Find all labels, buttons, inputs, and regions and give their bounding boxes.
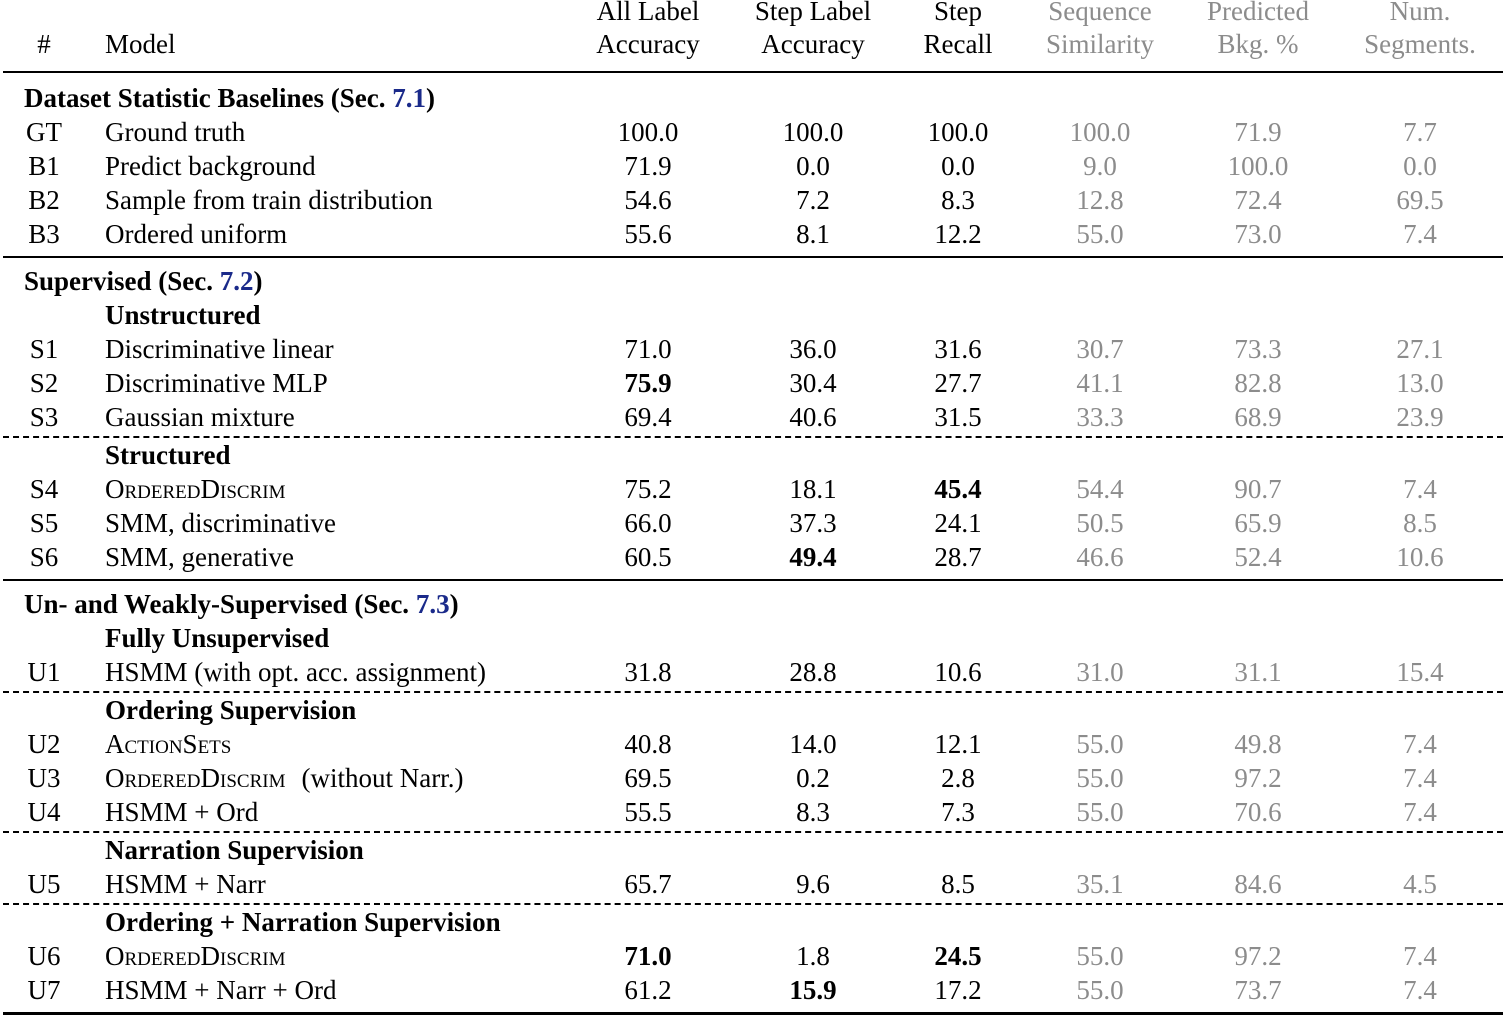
row-id: S3 bbox=[29, 402, 59, 432]
model-name-text: Ground truth bbox=[105, 117, 246, 147]
cell-predicted-bkg: 65.9 bbox=[1234, 508, 1282, 538]
header-rule bbox=[3, 71, 1503, 73]
cell-all-label-accuracy: 31.8 bbox=[624, 657, 672, 687]
model-name bbox=[105, 727, 231, 761]
model-name bbox=[105, 761, 463, 795]
cell-sequence-similarity: 33.3 bbox=[1076, 402, 1124, 432]
cell-all-label-accuracy: 71.0 bbox=[624, 334, 672, 364]
header-all-label-accuracy: All Label Accuracy bbox=[596, 0, 700, 59]
cell-num-segments: 69.5 bbox=[1396, 185, 1444, 215]
model-name-text: Discriminative linear bbox=[105, 334, 334, 364]
model-name bbox=[105, 795, 258, 829]
table-row bbox=[0, 761, 1506, 795]
cell-all-label-accuracy: 54.6 bbox=[624, 185, 672, 215]
cell-predicted-bkg: 97.2 bbox=[1234, 941, 1282, 971]
cell-predicted-bkg: 73.7 bbox=[1234, 975, 1282, 1005]
cell-predicted-bkg: 52.4 bbox=[1234, 542, 1282, 572]
cell-step-recall: 31.5 bbox=[934, 402, 982, 432]
table-row bbox=[0, 506, 1506, 540]
cell-step-recall: 28.7 bbox=[934, 542, 982, 572]
cell-num-segments: 7.4 bbox=[1403, 941, 1437, 971]
cell-step-recall: 24.1 bbox=[934, 508, 982, 538]
cell-all-label-accuracy: 69.4 bbox=[624, 402, 672, 432]
cell-predicted-bkg: 68.9 bbox=[1234, 402, 1282, 432]
model-name bbox=[105, 217, 287, 251]
cell-num-segments: 27.1 bbox=[1396, 334, 1444, 364]
group-title: Ordering Supervision bbox=[105, 695, 357, 725]
cell-step-recall: 24.5 bbox=[934, 941, 982, 971]
header-predicted-bkg: Predicted Bkg. % bbox=[1207, 0, 1309, 59]
group-title: Fully Unsupervised bbox=[105, 623, 330, 653]
group-title: Ordering + Narration Supervision bbox=[105, 907, 501, 937]
cell-sequence-similarity: 55.0 bbox=[1076, 941, 1124, 971]
cell-sequence-similarity: 55.0 bbox=[1076, 763, 1124, 793]
section-title-text: Un- and Weakly-Supervised (Sec. bbox=[24, 589, 416, 619]
section-title-close: ) bbox=[449, 589, 459, 619]
cell-sequence-similarity: 9.0 bbox=[1083, 151, 1117, 181]
table-row bbox=[0, 115, 1506, 149]
cell-step-label-accuracy: 36.0 bbox=[789, 334, 837, 364]
model-name bbox=[105, 149, 316, 183]
row-id: B3 bbox=[28, 219, 60, 249]
row-id: U3 bbox=[27, 763, 61, 793]
cell-step-recall: 100.0 bbox=[927, 117, 989, 147]
section-title-close: ) bbox=[425, 83, 435, 113]
cell-num-segments: 7.4 bbox=[1403, 219, 1437, 249]
cell-sequence-similarity: 12.8 bbox=[1076, 185, 1124, 215]
cell-sequence-similarity: 100.0 bbox=[1069, 117, 1131, 147]
row-id: U5 bbox=[27, 869, 61, 899]
model-name-text: HSMM + Narr bbox=[105, 869, 266, 899]
row-id: GT bbox=[26, 117, 62, 147]
section-title bbox=[24, 587, 459, 621]
model-name bbox=[105, 867, 266, 901]
cell-all-label-accuracy: 75.9 bbox=[624, 368, 672, 398]
model-name-text: Discriminative MLP bbox=[105, 368, 328, 398]
model-name-text: Predict background bbox=[105, 151, 316, 181]
cell-sequence-similarity: 55.0 bbox=[1076, 729, 1124, 759]
model-note: (without Narr.) bbox=[301, 763, 464, 793]
row-id: B2 bbox=[28, 185, 60, 215]
model-name bbox=[105, 366, 328, 400]
row-id: S6 bbox=[29, 542, 59, 572]
row-id: S2 bbox=[29, 368, 59, 398]
cell-sequence-similarity: 35.1 bbox=[1076, 869, 1124, 899]
row-id: U7 bbox=[27, 975, 61, 1005]
header-step-recall: Step Recall bbox=[923, 0, 993, 59]
model-name-text: Gaussian mixture bbox=[105, 402, 295, 432]
table-row bbox=[0, 400, 1506, 434]
cell-step-recall: 12.1 bbox=[934, 729, 982, 759]
header-id: # bbox=[37, 29, 51, 59]
cell-step-recall: 31.6 bbox=[934, 334, 982, 364]
cell-step-label-accuracy: 18.1 bbox=[789, 474, 837, 504]
table-row bbox=[0, 727, 1506, 761]
cell-all-label-accuracy: 66.0 bbox=[624, 508, 672, 538]
header-model: Model bbox=[105, 29, 176, 59]
cell-all-label-accuracy: 75.2 bbox=[624, 474, 672, 504]
group-heading-row bbox=[0, 621, 1506, 655]
cell-all-label-accuracy: 69.5 bbox=[624, 763, 672, 793]
cell-step-recall: 8.3 bbox=[941, 185, 975, 215]
table-row bbox=[0, 867, 1506, 901]
cell-step-label-accuracy: 8.1 bbox=[796, 219, 830, 249]
header-step-label-accuracy: Step Label Accuracy bbox=[754, 0, 872, 59]
model-name-text: HSMM + Ord bbox=[105, 797, 259, 827]
table-header bbox=[0, 0, 1506, 72]
cell-num-segments: 7.4 bbox=[1403, 474, 1437, 504]
cell-predicted-bkg: 90.7 bbox=[1234, 474, 1282, 504]
group-title: Unstructured bbox=[105, 300, 261, 330]
cell-step-label-accuracy: 14.0 bbox=[789, 729, 837, 759]
table-row bbox=[0, 795, 1506, 829]
cell-sequence-similarity: 46.6 bbox=[1076, 542, 1124, 572]
cell-step-recall: 45.4 bbox=[934, 474, 982, 504]
cell-num-segments: 8.5 bbox=[1403, 508, 1437, 538]
row-id: S5 bbox=[29, 508, 59, 538]
cell-num-segments: 0.0 bbox=[1403, 151, 1437, 181]
section-title bbox=[24, 81, 435, 115]
group-heading-row bbox=[0, 298, 1506, 332]
model-name bbox=[105, 472, 285, 506]
model-name-text: OrderedDiscrim bbox=[105, 941, 286, 971]
cell-step-label-accuracy: 30.4 bbox=[789, 368, 837, 398]
cell-step-label-accuracy: 0.2 bbox=[796, 763, 830, 793]
cell-predicted-bkg: 82.8 bbox=[1234, 368, 1282, 398]
header-sequence-similarity: Sequence Similarity bbox=[1046, 0, 1154, 59]
cell-step-label-accuracy: 28.8 bbox=[789, 657, 837, 687]
row-id: U6 bbox=[27, 941, 61, 971]
cell-all-label-accuracy: 60.5 bbox=[624, 542, 672, 572]
cell-predicted-bkg: 84.6 bbox=[1234, 869, 1282, 899]
cell-predicted-bkg: 71.9 bbox=[1234, 117, 1282, 147]
cell-sequence-similarity: 31.0 bbox=[1076, 657, 1124, 687]
model-name bbox=[105, 400, 295, 434]
cell-all-label-accuracy: 65.7 bbox=[624, 869, 672, 899]
model-name bbox=[105, 655, 486, 689]
section-rule bbox=[3, 579, 1503, 581]
model-name-text: Sample from train distribution bbox=[105, 185, 433, 215]
model-name bbox=[105, 115, 245, 149]
cell-predicted-bkg: 100.0 bbox=[1227, 151, 1289, 181]
cell-predicted-bkg: 73.0 bbox=[1234, 219, 1282, 249]
cell-num-segments: 7.4 bbox=[1403, 797, 1437, 827]
cell-step-label-accuracy: 15.9 bbox=[789, 975, 837, 1005]
cell-step-recall: 17.2 bbox=[934, 975, 982, 1005]
row-id: S4 bbox=[29, 474, 59, 504]
section-heading-row bbox=[0, 264, 1506, 298]
cell-step-label-accuracy: 37.3 bbox=[789, 508, 837, 538]
cell-num-segments: 7.7 bbox=[1403, 117, 1437, 147]
table-row bbox=[0, 217, 1506, 251]
section-ref-link: 7.1 bbox=[392, 83, 426, 113]
model-name-text: OrderedDiscrim bbox=[105, 474, 286, 504]
section-title-text: Supervised (Sec. bbox=[24, 266, 220, 296]
group-title: Narration Supervision bbox=[105, 835, 364, 865]
cell-all-label-accuracy: 55.5 bbox=[624, 797, 672, 827]
row-id: U2 bbox=[27, 729, 61, 759]
cell-all-label-accuracy: 40.8 bbox=[624, 729, 672, 759]
cell-step-recall: 2.8 bbox=[941, 763, 975, 793]
cell-step-label-accuracy: 0.0 bbox=[796, 151, 830, 181]
cell-predicted-bkg: 97.2 bbox=[1234, 763, 1282, 793]
cell-sequence-similarity: 50.5 bbox=[1076, 508, 1124, 538]
cell-predicted-bkg: 73.3 bbox=[1234, 334, 1282, 364]
group-heading-row bbox=[0, 693, 1506, 727]
cell-predicted-bkg: 49.8 bbox=[1234, 729, 1282, 759]
cell-step-label-accuracy: 7.2 bbox=[796, 185, 830, 215]
group-heading-row bbox=[0, 438, 1506, 472]
cell-step-recall: 8.5 bbox=[941, 869, 975, 899]
section-ref-link: 7.3 bbox=[415, 589, 450, 619]
model-name-text: ActionSets bbox=[105, 729, 232, 759]
model-name bbox=[105, 540, 294, 574]
model-name-text: Ordered uniform bbox=[105, 219, 288, 249]
cell-predicted-bkg: 72.4 bbox=[1234, 185, 1282, 215]
row-id: B1 bbox=[28, 151, 60, 181]
table-row bbox=[0, 655, 1506, 689]
cell-step-label-accuracy: 49.4 bbox=[789, 542, 837, 572]
cell-num-segments: 15.4 bbox=[1396, 657, 1444, 687]
cell-sequence-similarity: 30.7 bbox=[1076, 334, 1124, 364]
cell-sequence-similarity: 41.1 bbox=[1076, 368, 1124, 398]
cell-num-segments: 7.4 bbox=[1403, 729, 1437, 759]
model-name-text: HSMM + Narr + Ord bbox=[105, 975, 337, 1005]
model-name-text: HSMM (with opt. acc. assignment) bbox=[105, 657, 486, 687]
cell-all-label-accuracy: 55.6 bbox=[624, 219, 672, 249]
table-row bbox=[0, 366, 1506, 400]
table-row bbox=[0, 183, 1506, 217]
cell-num-segments: 7.4 bbox=[1403, 975, 1437, 1005]
row-id: U1 bbox=[27, 657, 61, 687]
cell-step-label-accuracy: 1.8 bbox=[796, 941, 830, 971]
section-title-close: ) bbox=[253, 266, 263, 296]
cell-sequence-similarity: 55.0 bbox=[1076, 219, 1124, 249]
cell-num-segments: 7.4 bbox=[1403, 763, 1437, 793]
row-id: S1 bbox=[29, 334, 59, 364]
cell-num-segments: 23.9 bbox=[1396, 402, 1444, 432]
model-name bbox=[105, 939, 285, 973]
table-row bbox=[0, 149, 1506, 183]
cell-all-label-accuracy: 71.9 bbox=[624, 151, 672, 181]
model-name-text: SMM, generative bbox=[105, 542, 294, 572]
cell-step-recall: 12.2 bbox=[934, 219, 982, 249]
table-row bbox=[0, 472, 1506, 506]
cell-sequence-similarity: 55.0 bbox=[1076, 797, 1124, 827]
section-title bbox=[24, 264, 263, 298]
model-name-text: OrderedDiscrim bbox=[105, 763, 286, 793]
cell-step-label-accuracy: 40.6 bbox=[789, 402, 837, 432]
cell-num-segments: 13.0 bbox=[1396, 368, 1444, 398]
model-name bbox=[105, 973, 336, 1007]
model-name bbox=[105, 332, 334, 366]
cell-step-recall: 10.6 bbox=[934, 657, 982, 687]
cell-all-label-accuracy: 71.0 bbox=[624, 941, 672, 971]
cell-step-recall: 27.7 bbox=[934, 368, 982, 398]
cell-predicted-bkg: 70.6 bbox=[1234, 797, 1282, 827]
model-name-text: SMM, discriminative bbox=[105, 508, 336, 538]
model-name bbox=[105, 183, 433, 217]
cell-sequence-similarity: 55.0 bbox=[1076, 975, 1124, 1005]
group-title: Structured bbox=[105, 440, 231, 470]
table-row bbox=[0, 973, 1506, 1007]
cell-step-label-accuracy: 9.6 bbox=[796, 869, 830, 899]
cell-all-label-accuracy: 61.2 bbox=[624, 975, 672, 1005]
cell-predicted-bkg: 31.1 bbox=[1234, 657, 1282, 687]
group-heading-row bbox=[0, 833, 1506, 867]
cell-step-recall: 0.0 bbox=[941, 151, 975, 181]
cell-num-segments: 4.5 bbox=[1403, 869, 1437, 899]
cell-sequence-similarity: 54.4 bbox=[1076, 474, 1124, 504]
group-heading-row bbox=[0, 905, 1506, 939]
section-heading-row bbox=[0, 81, 1506, 115]
section-heading-row bbox=[0, 587, 1506, 621]
cell-step-recall: 7.3 bbox=[941, 797, 975, 827]
model-name bbox=[105, 506, 336, 540]
table-row bbox=[0, 332, 1506, 366]
section-rule bbox=[3, 256, 1503, 258]
cell-step-label-accuracy: 100.0 bbox=[782, 117, 844, 147]
cell-step-label-accuracy: 8.3 bbox=[796, 797, 830, 827]
header-num-segments: Num. Segments. bbox=[1364, 0, 1476, 59]
section-ref-link: 7.2 bbox=[219, 266, 254, 296]
cell-num-segments: 10.6 bbox=[1396, 542, 1444, 572]
bottom-rule bbox=[3, 1012, 1503, 1015]
section-title-text: Dataset Statistic Baselines (Sec. bbox=[24, 83, 393, 113]
table-row bbox=[0, 540, 1506, 574]
cell-all-label-accuracy: 100.0 bbox=[617, 117, 679, 147]
table-row bbox=[0, 939, 1506, 973]
row-id: U4 bbox=[27, 797, 61, 827]
